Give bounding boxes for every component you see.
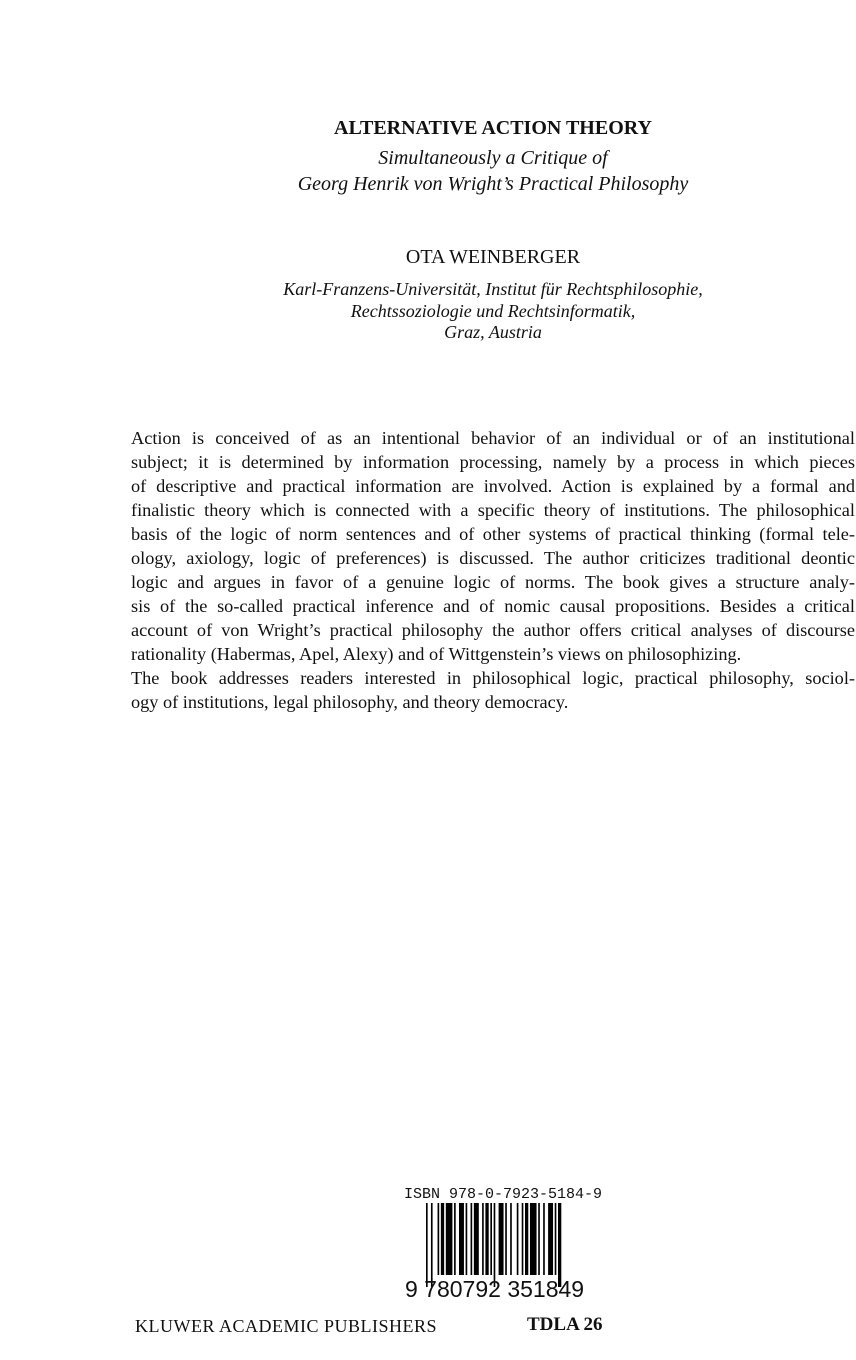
barcode-bar — [543, 1203, 545, 1275]
abstract-line: The book addresses readers interested in philosophical logic, practical philosophy, sociol- — [131, 668, 855, 688]
barcode-bar — [525, 1203, 528, 1275]
barcode-bar — [490, 1203, 492, 1275]
barcode-bar — [538, 1203, 540, 1275]
barcode-bar — [474, 1203, 479, 1275]
barcode-bar — [555, 1203, 557, 1275]
abstract-line: rationality (Habermas, Apel, Alexy) and of Wittgenstein’s views on philosophizing. — [131, 644, 742, 664]
barcode-bar — [446, 1203, 453, 1275]
barcode-bar — [459, 1203, 464, 1275]
barcode-bar — [466, 1203, 468, 1275]
abstract-line: of descriptive and practical information are involved. Action is explained by a formal and — [131, 476, 855, 496]
barcode-bar — [499, 1203, 504, 1275]
barcode-bar — [558, 1203, 561, 1287]
affiliation-line: Graz, Austria — [444, 322, 542, 342]
barcode-bar — [438, 1203, 440, 1275]
author-name: OTA WEINBERGER — [405, 246, 581, 268]
barcode-bar — [441, 1203, 444, 1275]
abstract-line: finalistic theory which is connected with a specific theory of institutions. The philosophical — [131, 500, 855, 520]
barcode-bar — [505, 1203, 507, 1275]
affiliation-line: Rechtssoziologie und Rechtsinformatik, — [350, 301, 636, 321]
publisher-name: KLUWER ACADEMIC PUBLISHERS — [135, 1316, 438, 1336]
barcode-bar — [494, 1203, 496, 1287]
abstract-line: sis of the so-called practical inference and of nomic causal propositions. Besides a critical — [131, 596, 855, 616]
barcode-bar — [426, 1203, 428, 1287]
abstract-line: basis of the logic of norm sentences and of other systems of practical thinking (formal tele- — [131, 524, 855, 544]
barcode-bar — [522, 1203, 524, 1275]
barcode-bar — [510, 1203, 512, 1275]
abstract-line: Action is conceived of as an intentional behavior of an individual or of an institutional — [131, 428, 855, 448]
barcode-bar — [431, 1203, 433, 1287]
barcode-bar — [530, 1203, 537, 1275]
barcode-bar — [485, 1203, 488, 1275]
subtitle-line: Simultaneously a Critique of — [378, 147, 608, 169]
affiliation-line: Karl-Franzens-Universität, Institut für Rechtsphilosophie, — [283, 279, 703, 299]
abstract-line: subject; it is determined by information processing, namely by a process in which pieces — [131, 452, 855, 472]
abstract-line: account of von Wright’s practical philosophy the author offers critical analyses of discourse — [131, 620, 855, 640]
barcode-digits: 9 780792 351849 — [405, 1276, 585, 1302]
abstract-line: logic and argues in favor of a genuine logic of norms. The book gives a structure analy- — [131, 572, 855, 592]
barcode-bar — [471, 1203, 473, 1275]
abstract — [131, 426, 855, 714]
isbn-text: ISBN 978-0-7923-5184-9 — [404, 1186, 603, 1203]
series-label: TDLA 26 — [527, 1314, 603, 1335]
barcode-bar — [517, 1203, 519, 1275]
subtitle-line: Georg Henrik von Wright’s Practical Philosophy — [297, 173, 689, 195]
book-title: ALTERNATIVE ACTION THEORY — [334, 117, 652, 139]
barcode-bar — [454, 1203, 456, 1275]
abstract-line: ology, axiology, logic of preferences) is discussed. The author criticizes traditional deontic — [131, 548, 855, 568]
barcode-bar — [482, 1203, 484, 1275]
barcode-bar — [548, 1203, 553, 1275]
abstract-line: ogy of institutions, legal philosophy, and theory democracy. — [131, 692, 569, 712]
